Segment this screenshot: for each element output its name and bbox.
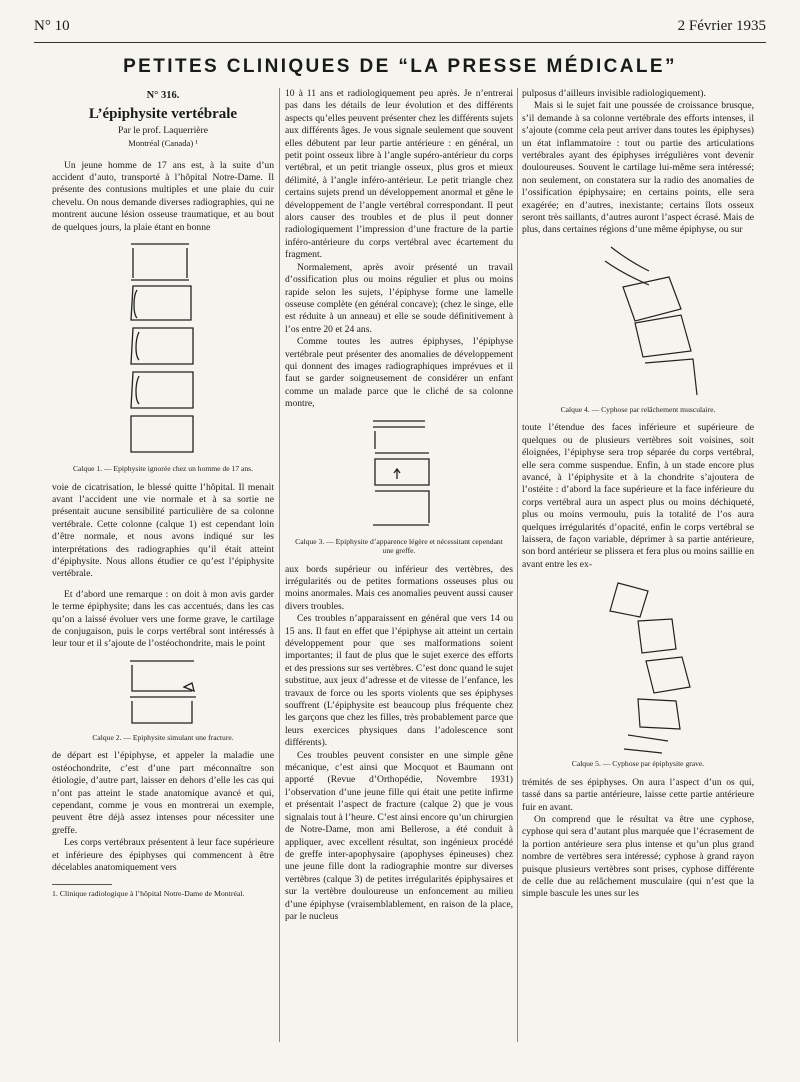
article-title: L’épiphysite vertébrale — [88, 106, 238, 123]
column-3 — [522, 88, 754, 901]
figure-caption: Calque 4. — Cyphose par relâchement musculaire. — [560, 404, 716, 414]
paragraph: Comme toutes les autres épiphyses, l’épiphyse vertébrale peut présenter des anomalies de développement qui donnent des images radiographiques imprévues et il faut se garder soigneusement de considérer un enfant comme un malade parce que le cliché de sa colonne montre, — [285, 336, 513, 410]
figure-caption: Calque 1. — Epiphysite ignorée chez un homme de 17 ans. — [72, 464, 254, 474]
paragraph: Ces troubles n’apparaissent en général que vers 14 ou 15 ans. Il faut en effet que l’épiphyse ait atteint un certain développement pour que ses malformations soient importantes; il faut de plus que le sujet exerce des efforts et des pressions sur ses vertèbres. C’est donc quand le sujet substitue, aux jeux d’adresse et de vitesse de l’enfance, les travaux de force ou les sports violents que ses épiphyses souffrent (L’épiphysite est beaucoup plus fréquente chez les garçons que chez les filles, très probablement parce que leurs exercices physiques dans l’adolescence sont différents). — [285, 613, 513, 749]
figure-calque-1 — [103, 240, 223, 462]
issue-date: 2 Février 1935 — [677, 18, 766, 34]
paragraph: Normalement, après avoir présenté un travail d’ossification plus ou moins régulier et plus ou moins rapide selon les sujets, l’épiphyse forme une lamelle osseuse complète (en général concave); (chez le singe, elle est réduite à un anneau) et elle se soude définitivement à l’os entre 20 et 24 ans. — [285, 261, 513, 335]
paragraph: pulposus d’ailleurs invisible radiologiquement). — [522, 88, 706, 99]
figure-caption: Calque 5. — Cyphose par épiphysite grave. — [571, 759, 705, 769]
paragraph: Un jeune homme de 17 ans est, à la suite d’un accident d’auto, transporté à l’hôpital Notre-Dame. Il présente des contusions multiples et une plaie du cuir chevelu. On nous demande diverses radiographies, qui ne montrent aucune lésion osseuse traumatique, et au bout de quelques jours, la plaie étant en bonne — [52, 159, 274, 233]
paragraph: Mais si le sujet fait une poussée de croissance brusque, s’il demande à sa colonne vertébrale des efforts intenses, il s’ajoute (comme cela peut arriver dans toutes les épiphyses) un état inflammatoire : tout ou partie des articulations vertébrales ayant des épiphyses irrégulières vont devenir douloureuses. Souvent le cartilage lui-même sera intéressé; non seulement, on constatera sur la radio des anomalies de l’ossification épiphysaire; en certains points, elle sera exagérée; en d’autres, inexistante; certains îlots osseux seront très saillants, d’autres auront l’aspect écrasé. Mais de plus, dans certaines régions d’une même épiphyse, ou sur — [522, 100, 754, 236]
footnote-rule — [52, 884, 112, 885]
figure-calque-3 — [339, 417, 459, 535]
header-rule — [34, 42, 766, 43]
paragraph: 10 à 11 ans et radiologiquement peu après. Je n’entrerai pas dans les détails de leur évolution et des différents aspects qu’elles peuvent présenter chez les différents sujets aux différents âges. Je vous signale seulement que souvent elles débutent par leur partie antérieure : en général, un petit point osseux libre à l’angle supéro-antérieur du corps vertébral, et un petit triangle osseux, plus gros et mieux délimité, à l’angle inféro-antérieur. Le petit triangle chez certains sujets prend un développement anormal et gêne le développement de l’angle vertébral correspondant. Il peut alors causer des troubles et de plus il peut donner radiologiquement l’impression d’une fracture de la partie inféro-antérieure du corps vertébral avec écartement du fragment. — [285, 88, 513, 261]
footnote: 1. Clinique radiologique à l’hôpital Notre-Dame de Montréal. — [52, 889, 245, 899]
page-header — [34, 16, 766, 42]
masthead: PETITES CLINIQUES DE “LA PRESSE MÉDICALE” — [123, 56, 677, 77]
paragraph: trémités de ses épiphyses. On aura l’aspect d’un os qui, tassé dans sa partie antérieure, laisse cette partie antérieure fuir en avant. — [522, 776, 754, 813]
paragraph: de départ est l’épiphyse, et appeler la maladie une ostéochondrite, c’est d’une part méconnaître son étiologie, d’autre part, laisser en dehors d’elle les cas qui n’ont pas atteint le stade anatomique avancé et qui, cependant, comme je vous en montrerai un exemple, peuvent être déjà assez intenses pour nécessiter une greffe. — [52, 750, 274, 836]
figure-calque-4 — [553, 243, 723, 403]
paragraph: Ces troubles peuvent consister en une simple gêne mécanique, c’est ainsi que Mocquot et Baumann ont apporté (Revue d’Orthopédie, Novembre 1931) l’observation d’une jeune fille qui était une petite infirme et présentait l’aspect de fracture (calque 2) que je vous signalais tout à l’heure. C’est ainsi encore qu’un chirurgien de Notre-Dame, mon ami Bellerose, a été conduit à appliquer, avec excellent résultat, son ingénieux procédé de greffe inter-apophysaire (apophyses épineuses) chez une jeune fille dont la radiographie montre sur diverses vertèbres (calque 3) de petites irrégularités épiphysaires et sur la vertèbre douloureuse un enfoncement au milieu d’une épiphyse (vraisemblablement, en raison de la place, par le nucleus — [285, 749, 513, 922]
article-number: N° 316. — [146, 90, 180, 101]
figure-caption: Calque 2. — Epiphysite simulant une fracture. — [92, 732, 234, 742]
paragraph: On comprend que le résultat va être une cyphose, cyphose qui sera d’autant plus marquée que l’écrasement de la portion antérieure sera plus intense et qu’un plus grand nombre de vertèbres sera intéressé; cyphose à grand rayon puisque plusieurs vertèbres sont prises, cyphose différente de celle due au relâchement musculaire (qui n’est que la simple bascule les unes sur les — [522, 813, 754, 900]
figure-calque-5 — [568, 577, 708, 757]
paragraph: Et d’abord une remarque : on doit à mon avis garder le terme épiphysite; dans les cas accentués, dans les cas qu’on a laissé évoluer vers une forme grave, le cartilage de conjugaison, puis le corps vertébral sont intéressés à leur tour et il s’ajoute de l’ostéochondrite, mais le point — [52, 588, 274, 650]
column-1 — [52, 88, 274, 899]
column-divider — [279, 88, 280, 1042]
column-divider — [517, 88, 518, 1042]
column-2 — [285, 88, 513, 923]
paragraph: toute l’étendue des faces inférieure et supérieure de quelques ou de plusieurs vertèbres soit voisines, soit éloignées, l’épiphyse sera trop séparée du corps vertébral, elle sera comme suspendue. Enfin, à un stade encore plus avancé, à l’épiphysite et à la chondrite s’ajoutera de l’ostéite : d’abord la face supérieure et la face inférieure du corps vertébral aura un aspect plus ou moins déchiqueté, plus ou moins vermoulu, puis la totalité de l’os aura quelques irrégularités d’opacité, enfin le corps vertébral se laissera, de façon variable, déprimer à sa partie antérieure, son bord antérieur se plissera et fera plus ou moins saillie en avant entre les ex- — [522, 422, 754, 570]
figure-caption: Calque 3. — Epiphysite d’apparence légère et nécessitant cependant une greffe. — [295, 536, 503, 556]
paragraph: voie de cicatrisation, le blessé quitte l’hôpital. Il menait avant l’accident une vie normale et à sa sortie ne présentait aucune sensibilité particulière de sa colonne vertébrale. Cette colonne (calque 1) est cependant loin d’être normale, et nous avons indiqué sur les interprétations des radiographies qu’il était atteint d’épiphysite. Nous allons étudier ce qu’est l’épiphysite vertébrale. — [52, 481, 274, 580]
issue-number: N° 10 — [34, 18, 70, 34]
paragraph: aux bords supérieur ou inférieur des vertèbres, des irrégularités ou de petites formations osseuses plus ou moins anormales. Mais ces anomalies peuvent aussi causer divers troubles. — [285, 563, 513, 612]
article-author: Par le prof. Laquerrière — [117, 124, 209, 136]
figure-calque-2 — [108, 657, 218, 731]
article-place: Montréal (Canada) ¹ — [128, 138, 198, 149]
paragraph: Les corps vertébraux présentent à leur face supérieure et inférieure des épiphyses qui commencent à être décelables anatomiquement vers — [52, 837, 274, 873]
